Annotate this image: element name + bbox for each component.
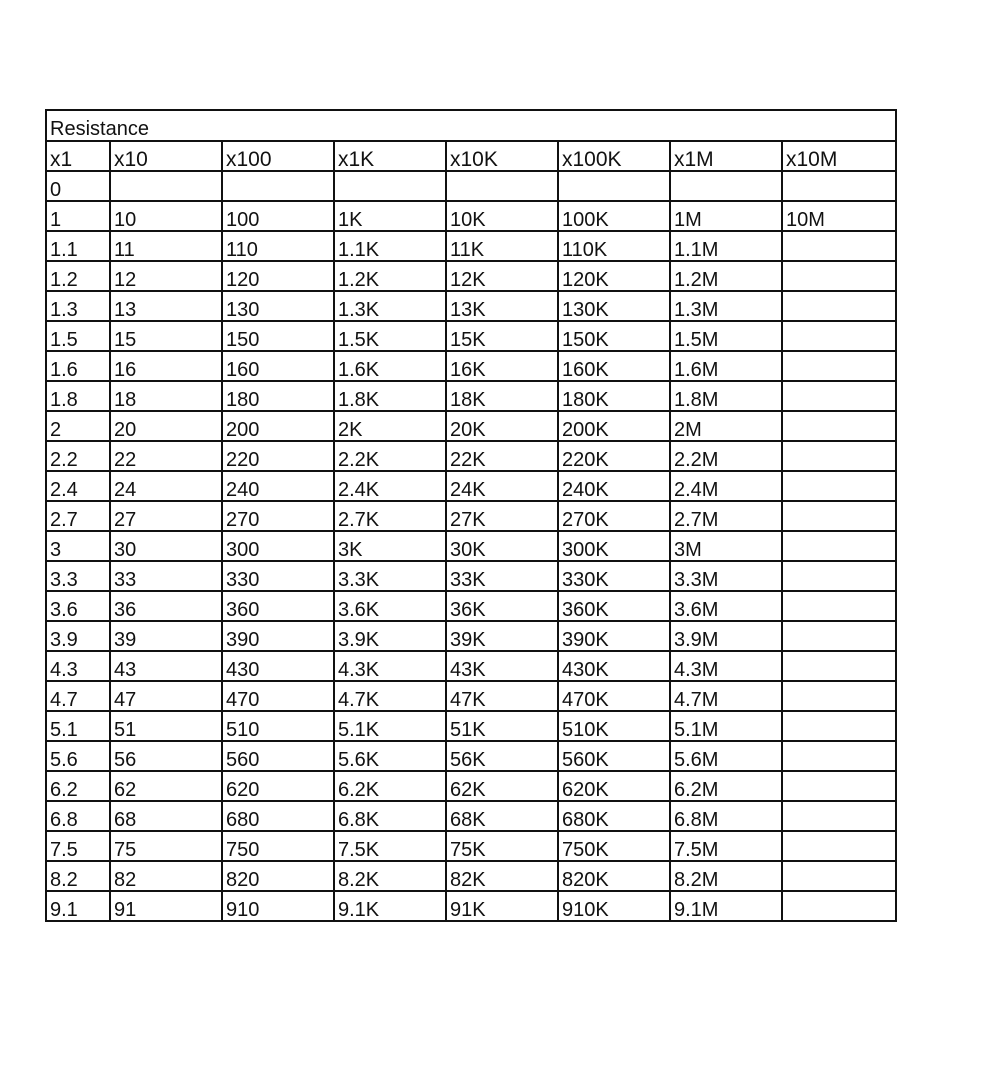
table-cell: 3.9K	[334, 621, 446, 651]
table-cell: 430	[222, 651, 334, 681]
table-cell: 910	[222, 891, 334, 921]
table-cell: 8.2	[46, 861, 110, 891]
table-cell: 1	[46, 201, 110, 231]
table-cell: 510K	[558, 711, 670, 741]
table-cell: 680K	[558, 801, 670, 831]
table-cell: 39K	[446, 621, 558, 651]
table-row	[46, 561, 896, 591]
table-row	[46, 381, 896, 411]
table-cell: 270	[222, 501, 334, 531]
table-cell: 120	[222, 261, 334, 291]
resistance-table-container	[45, 109, 897, 922]
table-cell: 680	[222, 801, 334, 831]
table-cell: 3.9M	[670, 621, 782, 651]
table-cell: 47K	[446, 681, 558, 711]
table-cell: 6.2K	[334, 771, 446, 801]
table-cell: 560K	[558, 741, 670, 771]
table-cell: 10M	[782, 201, 896, 231]
table-cell: 330K	[558, 561, 670, 591]
table-cell: 1M	[670, 201, 782, 231]
table-cell	[782, 681, 896, 711]
table-cell: 30	[110, 531, 222, 561]
table-cell: 5.6	[46, 741, 110, 771]
table-cell: 62	[110, 771, 222, 801]
table-cell: 4.7	[46, 681, 110, 711]
table-cell: 2K	[334, 411, 446, 441]
table-cell	[446, 171, 558, 201]
table-cell: 4.3	[46, 651, 110, 681]
table-cell: 3	[46, 531, 110, 561]
table-cell: 3.3K	[334, 561, 446, 591]
table-cell: 300K	[558, 531, 670, 561]
table-cell	[782, 291, 896, 321]
table-cell	[782, 381, 896, 411]
table-row	[46, 891, 896, 921]
table-cell: 3.6M	[670, 591, 782, 621]
table-cell: 82K	[446, 861, 558, 891]
table-cell: 9.1M	[670, 891, 782, 921]
table-cell: 51	[110, 711, 222, 741]
table-cell: 20	[110, 411, 222, 441]
table-cell	[782, 861, 896, 891]
table-cell	[334, 171, 446, 201]
table-cell: 1.5M	[670, 321, 782, 351]
table-cell	[782, 651, 896, 681]
table-row	[46, 351, 896, 381]
table-cell: 2.7M	[670, 501, 782, 531]
table-cell: 1.1K	[334, 231, 446, 261]
table-row	[46, 201, 896, 231]
table-cell: 10	[110, 201, 222, 231]
table-row	[46, 261, 896, 291]
table-cell: 27K	[446, 501, 558, 531]
table-row	[46, 321, 896, 351]
table-cell: 6.8	[46, 801, 110, 831]
table-cell: 75	[110, 831, 222, 861]
table-cell: 75K	[446, 831, 558, 861]
table-cell	[782, 891, 896, 921]
table-cell	[110, 171, 222, 201]
table-cell: 4.7K	[334, 681, 446, 711]
table-cell: 22K	[446, 441, 558, 471]
table-cell: 5.1	[46, 711, 110, 741]
table-cell: 6.8K	[334, 801, 446, 831]
table-cell: 1.1	[46, 231, 110, 261]
table-cell: 2.2	[46, 441, 110, 471]
table-cell	[782, 831, 896, 861]
table-cell: 12K	[446, 261, 558, 291]
table-cell: 22	[110, 441, 222, 471]
table-cell	[782, 561, 896, 591]
table-row	[46, 591, 896, 621]
table-row	[46, 471, 896, 501]
table-cell: 240K	[558, 471, 670, 501]
table-cell: 360K	[558, 591, 670, 621]
table-cell	[782, 471, 896, 501]
table-cell: 1.2K	[334, 261, 446, 291]
table-cell: 2.2K	[334, 441, 446, 471]
table-cell: 130	[222, 291, 334, 321]
table-cell: 470K	[558, 681, 670, 711]
table-cell: 1.6M	[670, 351, 782, 381]
table-cell: 33	[110, 561, 222, 591]
table-row	[46, 531, 896, 561]
table-cell: 0	[46, 171, 110, 201]
table-cell: 2M	[670, 411, 782, 441]
table-cell: 36	[110, 591, 222, 621]
table-cell: 180K	[558, 381, 670, 411]
table-cell	[782, 531, 896, 561]
table-cell: 100K	[558, 201, 670, 231]
table-cell: 110K	[558, 231, 670, 261]
table-cell	[782, 801, 896, 831]
table-cell: 11K	[446, 231, 558, 261]
table-cell	[782, 231, 896, 261]
table-cell: 36K	[446, 591, 558, 621]
table-cell	[782, 741, 896, 771]
table-cell: 6.2M	[670, 771, 782, 801]
table-cell	[782, 771, 896, 801]
table-cell: 4.3K	[334, 651, 446, 681]
table-cell: 1.3	[46, 291, 110, 321]
table-row	[46, 711, 896, 741]
table-cell	[782, 351, 896, 381]
table-row	[46, 831, 896, 861]
table-cell: 160K	[558, 351, 670, 381]
table-cell: 3.9	[46, 621, 110, 651]
table-cell: 2.2M	[670, 441, 782, 471]
table-cell: 3.6K	[334, 591, 446, 621]
table-cell	[782, 411, 896, 441]
table-cell: 390K	[558, 621, 670, 651]
table-cell: 7.5K	[334, 831, 446, 861]
table-row	[46, 411, 896, 441]
table-cell: 1.2	[46, 261, 110, 291]
table-cell: 13	[110, 291, 222, 321]
table-cell: 430K	[558, 651, 670, 681]
table-cell: 910K	[558, 891, 670, 921]
table-cell: 1.6K	[334, 351, 446, 381]
column-header: x1	[46, 141, 110, 171]
table-cell: 30K	[446, 531, 558, 561]
table-cell: 7.5M	[670, 831, 782, 861]
table-cell: 220K	[558, 441, 670, 471]
table-cell: 200	[222, 411, 334, 441]
table-cell: 620K	[558, 771, 670, 801]
table-cell: 220	[222, 441, 334, 471]
table-cell	[782, 441, 896, 471]
table-cell: 1.5	[46, 321, 110, 351]
table-row	[46, 861, 896, 891]
table-cell: 15	[110, 321, 222, 351]
table-cell: 200K	[558, 411, 670, 441]
column-header: x1K	[334, 141, 446, 171]
table-cell: 5.6K	[334, 741, 446, 771]
table-cell: 2.4K	[334, 471, 446, 501]
table-cell	[782, 591, 896, 621]
column-header: x10K	[446, 141, 558, 171]
table-cell: 5.1K	[334, 711, 446, 741]
table-cell: 620	[222, 771, 334, 801]
table-cell: 16	[110, 351, 222, 381]
table-cell: 56	[110, 741, 222, 771]
table-cell: 160	[222, 351, 334, 381]
table-cell: 4.7M	[670, 681, 782, 711]
table-row	[46, 651, 896, 681]
table-row	[46, 771, 896, 801]
table-cell: 1.5K	[334, 321, 446, 351]
table-cell: 270K	[558, 501, 670, 531]
table-cell: 4.3M	[670, 651, 782, 681]
table-cell: 13K	[446, 291, 558, 321]
table-cell: 150	[222, 321, 334, 351]
table-cell: 820K	[558, 861, 670, 891]
table-cell: 18K	[446, 381, 558, 411]
table-cell: 24	[110, 471, 222, 501]
table-cell: 390	[222, 621, 334, 651]
table-cell: 2.4	[46, 471, 110, 501]
table-cell	[222, 171, 334, 201]
table-cell: 5.1M	[670, 711, 782, 741]
table-cell: 510	[222, 711, 334, 741]
table-cell: 750	[222, 831, 334, 861]
table-cell: 1.1M	[670, 231, 782, 261]
column-header: x100	[222, 141, 334, 171]
table-cell: 1.3K	[334, 291, 446, 321]
table-cell: 82	[110, 861, 222, 891]
table-cell: 3K	[334, 531, 446, 561]
table-cell: 51K	[446, 711, 558, 741]
table-row	[46, 681, 896, 711]
table-row	[46, 501, 896, 531]
table-cell: 1.8	[46, 381, 110, 411]
table-cell: 68K	[446, 801, 558, 831]
table-cell: 1.8M	[670, 381, 782, 411]
table-cell: 100	[222, 201, 334, 231]
table-cell: 120K	[558, 261, 670, 291]
table-row	[46, 231, 896, 261]
table-cell: 15K	[446, 321, 558, 351]
table-cell: 9.1K	[334, 891, 446, 921]
table-cell: 20K	[446, 411, 558, 441]
table-cell: 150K	[558, 321, 670, 351]
table-cell: 8.2M	[670, 861, 782, 891]
table-cell	[782, 321, 896, 351]
column-header: x100K	[558, 141, 670, 171]
table-cell: 2.4M	[670, 471, 782, 501]
table-cell: 1.8K	[334, 381, 446, 411]
table-cell: 1K	[334, 201, 446, 231]
table-cell: 11	[110, 231, 222, 261]
table-cell	[782, 261, 896, 291]
table-cell: 2.7	[46, 501, 110, 531]
table-cell: 8.2K	[334, 861, 446, 891]
column-header: x1M	[670, 141, 782, 171]
table-row	[46, 291, 896, 321]
table-cell: 39	[110, 621, 222, 651]
table-cell	[670, 171, 782, 201]
table-cell	[782, 171, 896, 201]
table-cell: 56K	[446, 741, 558, 771]
table-cell: 1.3M	[670, 291, 782, 321]
table-cell: 470	[222, 681, 334, 711]
table-cell	[782, 501, 896, 531]
table-cell: 2.7K	[334, 501, 446, 531]
table-cell	[782, 711, 896, 741]
table-row	[46, 741, 896, 771]
table-cell: 330	[222, 561, 334, 591]
table-cell: 360	[222, 591, 334, 621]
header-row	[46, 141, 896, 171]
table-cell: 3.6	[46, 591, 110, 621]
table-cell: 12	[110, 261, 222, 291]
table-cell: 1.6	[46, 351, 110, 381]
table-cell: 18	[110, 381, 222, 411]
table-cell: 16K	[446, 351, 558, 381]
column-header: x10M	[782, 141, 896, 171]
table-cell: 6.8M	[670, 801, 782, 831]
table-row	[46, 621, 896, 651]
table-title: Resistance	[46, 110, 896, 141]
table-cell: 9.1	[46, 891, 110, 921]
table-row	[46, 171, 896, 201]
table-cell	[558, 171, 670, 201]
column-header: x10	[110, 141, 222, 171]
table-cell: 3.3M	[670, 561, 782, 591]
table-row	[46, 441, 896, 471]
table-cell: 180	[222, 381, 334, 411]
table-cell: 300	[222, 531, 334, 561]
table-cell: 3.3	[46, 561, 110, 591]
table-cell: 5.6M	[670, 741, 782, 771]
table-cell: 62K	[446, 771, 558, 801]
table-cell: 10K	[446, 201, 558, 231]
table-cell: 3M	[670, 531, 782, 561]
table-cell: 7.5	[46, 831, 110, 861]
table-cell: 24K	[446, 471, 558, 501]
table-cell: 560	[222, 741, 334, 771]
table-cell: 2	[46, 411, 110, 441]
table-cell: 1.2M	[670, 261, 782, 291]
table-cell: 240	[222, 471, 334, 501]
table-cell: 91K	[446, 891, 558, 921]
table-cell: 33K	[446, 561, 558, 591]
table-cell: 91	[110, 891, 222, 921]
table-cell: 750K	[558, 831, 670, 861]
resistance-table	[45, 109, 897, 922]
table-cell: 43K	[446, 651, 558, 681]
table-cell: 43	[110, 651, 222, 681]
table-cell: 110	[222, 231, 334, 261]
table-cell: 47	[110, 681, 222, 711]
table-cell	[782, 621, 896, 651]
table-cell: 27	[110, 501, 222, 531]
table-cell: 130K	[558, 291, 670, 321]
table-cell: 6.2	[46, 771, 110, 801]
table-cell: 68	[110, 801, 222, 831]
table-cell: 820	[222, 861, 334, 891]
table-row	[46, 801, 896, 831]
